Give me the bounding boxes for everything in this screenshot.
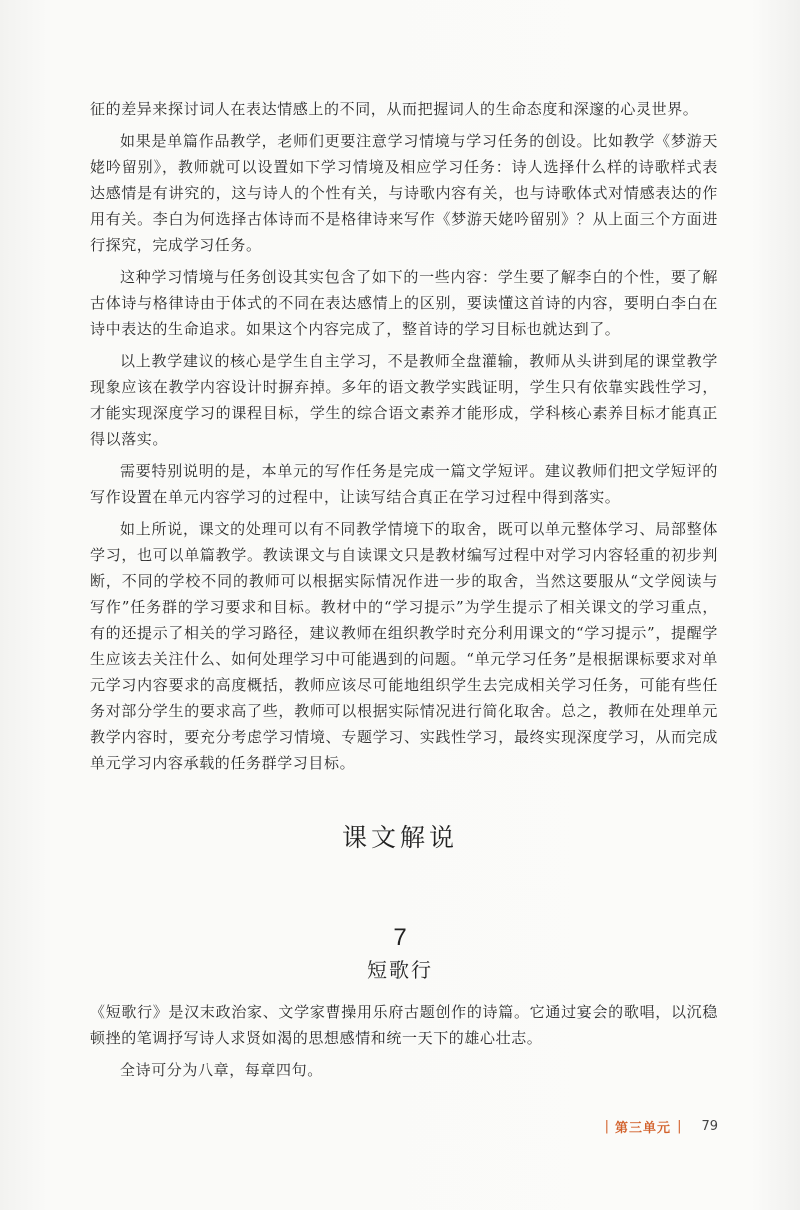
paragraph: 这种学习情境与任务创设其实包含了如下的一些内容：学生要了解李白的个性，要了解古体诗与格律诗由于体式的不同在表达感情上的区别，要读懂这首诗的内容，要明白李白在诗中表达的生命追求。如果这个内容完成了，整首诗的学习目标也就达到了。 — [90, 268, 718, 338]
paragraph: 以上教学建议的核心是学生自主学习，不是教师全盘灌输，教师从头讲到尾的课堂教学现象应该在教学内容设计时摒弃掉。多年的语文教学实践证明，学生只有依靠实践性学习，才能实现深度学习的课程目标，学生的综合语文素养才能形成，学科核心素养目标才能真正得以落实。 — [90, 352, 718, 448]
body-text — [90, 96, 718, 782]
lesson-number: 7 — [393, 924, 407, 951]
lesson-title: 短歌行 — [367, 958, 433, 982]
section-title: 课文解说 — [341, 823, 458, 852]
lesson-text — [90, 999, 718, 1089]
page-footer — [599, 1117, 718, 1136]
divider-right: | — [677, 1119, 682, 1134]
paragraph: 如上所说，课文的处理可以有不同教学情境下的取舍，既可以单元整体学习、局部整体学习，也可以单篇教学。教读课文与自读课文只是教材编写过程中对学习内容轻重的初步判断，不同的学校不同的教师可以根据实际情况作进一步的取舍，当然这要服从“文学阅读与写作”任务群的学习要求和目标。教材中的“学习提示”为学生提示了相关课文的学习重点，有的还提示了相关的学习路径，建议教师在组织教学时充分利用课文的“学习提示”，提醒学生应该去关注什么、如何处理学习中可能遇到的问题。“单元学习任务”是根据课标要求对单元学习内容要求的高度概括，教师应该尽可能地组织学生去完成相关学习任务，可能有些任务对部分学生的要求高了些，教师可以根据实际情况进行简化取舍。总之，教师在处理单元教学内容时，要充分考虑学习情境、专题学习、实践性学习，最终实现深度学习，从而完成单元学习内容承载的任务群学习目标。 — [90, 520, 718, 772]
paragraph: 征的差异来探讨词人在表达情感上的不同，从而把握词人的生命态度和深邃的心灵世界。 — [90, 100, 699, 118]
unit-label: 第三单元 — [615, 1121, 672, 1136]
paragraph: 如果是单篇作品教学，老师们更要注意学习情境与学习任务的创设。比如教学《梦游天姥吟留别》，教师就可以设置如下学习情境及相应学习任务：诗人选择什么样的诗歌样式表达感情是有讲究的，这与诗人的个性有关，与诗歌内容有关，也与诗歌体式对情感表达的作用有关。李白为何选择古体诗而不是格律诗来写作《梦游天姥吟留别》？从上面三个方面进行探究，完成学习任务。 — [90, 132, 718, 254]
lesson-paragraph: 全诗可分为八章，每章四句。 — [120, 1061, 323, 1079]
paragraph: 需要特别说明的是，本单元的写作任务是完成一篇文学短评。建议教师们把文学短评的写作设置在单元内容学习的过程中，让读写结合真正在学习过程中得到落实。 — [90, 462, 718, 506]
lesson-paragraph: 《短歌行》是汉末政治家、文学家曹操用乐府古题创作的诗篇。它通过宴会的歌唱，以沉稳顿挫的笔调抒写诗人求贤如渴的思想感情和统一天下的雄心壮志。 — [90, 1003, 718, 1047]
divider-left: | — [604, 1119, 610, 1134]
page-number: 79 — [701, 1119, 718, 1134]
